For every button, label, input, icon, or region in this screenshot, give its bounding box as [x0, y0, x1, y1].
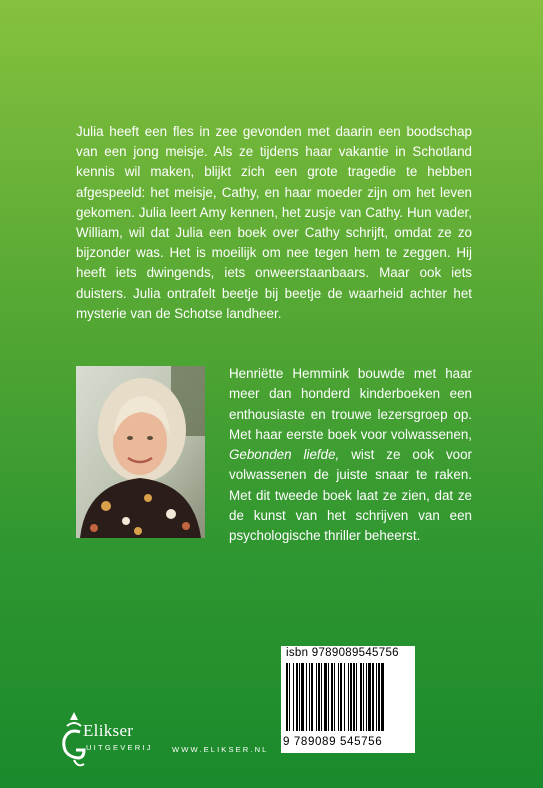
barcode-bar: [289, 663, 290, 731]
book-blurb: Julia heeft een fles in zee gevonden met daarin een boodschap van een jong meisje. Als ze tijdens haar vakantie in Schotland kennis wil maken, blijkt zich een grote tragedie te hebben afgespeeld: het meisje, Cathy, en haar moeder zijn om het leven gekomen. Julia leert Amy kennen, het zusje van Cathy. Hun vader, William, wil dat Julia een boek over Cathy schrijft, omdat ze zo bijzonder was. Het is moeilijk om nee tegen hem te zeggen. Hij heeft iets dwingends, iets onweerstaanbaars. Maar ook iets duisters. Julia ontrafelt beetje bij beetje de waarheid achter het mysterie van de Schotse landheer.: [76, 124, 472, 321]
barcode-bar: [311, 663, 313, 731]
publisher-website: WWW.ELIKSER.NL: [172, 745, 269, 754]
barcode-bar: [378, 663, 380, 731]
barcode-bar: [316, 663, 317, 731]
publisher-name: Elikser: [83, 721, 134, 740]
author-bio-text-1: Henriëtte Hemmink bouwde met haar meer dan honderd kinderboeken een enthousiaste en trouwe lezersgroep op. Met haar eerste boek voor volwassenen,: [229, 366, 472, 442]
isbn-label: isbn 9789089545756: [286, 647, 399, 659]
barcode-bar: [344, 663, 345, 731]
barcode-bar: [368, 663, 371, 731]
barcode-bar: [340, 663, 342, 731]
author-photo: [76, 366, 205, 538]
barcode-bar: [331, 663, 333, 731]
barcode-bar: [296, 663, 298, 731]
barcode-bar: [299, 663, 300, 731]
barcode-bar: [334, 663, 335, 731]
barcode-bar: [306, 663, 307, 731]
barcode-bar: [309, 663, 310, 731]
barcode-bar: [376, 663, 377, 731]
barcode-bar: [318, 663, 320, 731]
author-bio-book-title: Gebonden liefde,: [229, 447, 340, 463]
barcode-bar: [338, 663, 339, 731]
barcode-bar: [293, 663, 294, 731]
author-bio-text-2: wist ze ook voor volwassenen de juiste snaar te raken. Met dit tweede boek laat ze zien, dat ze de kunst van het schrijven van een psychologische thriller beheerst.: [229, 447, 473, 544]
barcode-bar: [301, 663, 304, 731]
barcode-bar: [366, 663, 367, 731]
barcode-bar: [324, 663, 327, 731]
barcode-bar: [356, 663, 357, 731]
barcode-bars: [286, 663, 410, 731]
barcode-bar: [372, 663, 374, 731]
barcode-bar: [363, 663, 364, 731]
barcode-bar: [286, 663, 288, 731]
barcode-bar: [350, 663, 352, 731]
barcode-bar: [353, 663, 355, 731]
isbn-barcode: [281, 646, 415, 753]
barcode-bar: [328, 663, 329, 731]
author-portrait-image: [76, 366, 205, 538]
barcode-bar: [381, 663, 384, 731]
isbn-digits: 9 789089 545756: [283, 735, 383, 748]
barcode-bar: [348, 663, 349, 731]
author-bio: [229, 364, 472, 547]
barcode-bar: [360, 663, 362, 731]
barcode-bar: [321, 663, 322, 731]
publisher-subtitle: UITGEVERIJ: [86, 743, 153, 752]
